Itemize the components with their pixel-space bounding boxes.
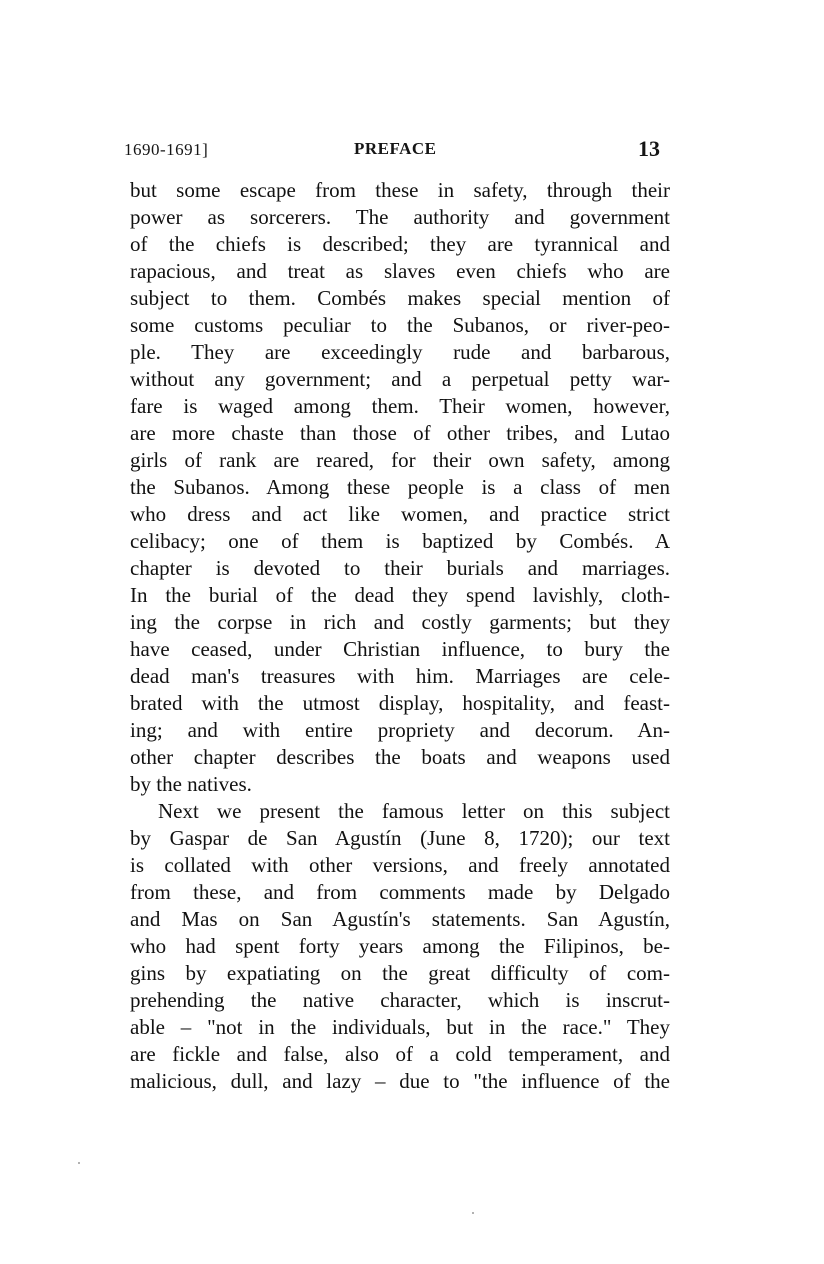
text-line: ing; and with entire propriety and decorum. An- — [130, 718, 670, 742]
text-line: are fickle and false, also of a cold temperament, and — [130, 1042, 670, 1066]
text-line: and Mas on San Agustín's statements. San Agustín, — [130, 907, 670, 931]
text-line: malicious, dull, and lazy – due to "the influence of the — [130, 1069, 670, 1093]
text-line: subject to them. Combés makes special mention of — [130, 286, 670, 310]
text-line: by Gaspar de San Agustín (June 8, 1720); our text — [130, 826, 670, 850]
text-line: chapter is devoted to their burials and marriages. — [130, 556, 670, 580]
text-line: who dress and act like women, and practice strict — [130, 502, 670, 526]
text-line: able – "not in the individuals, but in the race." They — [130, 1015, 670, 1039]
scan-speck — [472, 1212, 474, 1214]
text-line: In the burial of the dead they spend lavishly, cloth- — [130, 583, 670, 607]
text-line: the Subanos. Among these people is a class of men — [130, 475, 670, 499]
text-line: have ceased, under Christian influence, to bury the — [130, 637, 670, 661]
text-line: gins by expatiating on the great difficulty of com- — [130, 961, 670, 985]
text-line: power as sorcerers. The authority and government — [130, 205, 670, 229]
text-line: fare is waged among them. Their women, however, — [130, 394, 670, 418]
text-line: ple. They are exceedingly rude and barbarous, — [130, 340, 670, 364]
text-line: from these, and from comments made by Delgado — [130, 880, 670, 904]
page-number: 13 — [638, 136, 660, 161]
body-text — [130, 177, 670, 1095]
scan-speck — [78, 1162, 80, 1164]
text-line: dead man's treasures with him. Marriages are cele- — [130, 664, 670, 688]
text-line: other chapter describes the boats and weapons used — [130, 745, 670, 769]
text-line: celibacy; one of them is baptized by Combés. A — [130, 529, 670, 553]
paragraph-first-line: Next we present the famous letter on this subject — [158, 799, 670, 823]
text-line: ing the corpse in rich and costly garments; but they — [130, 610, 670, 634]
text-line: some customs peculiar to the Subanos, or river-peo- — [130, 313, 670, 337]
text-line: brated with the utmost display, hospitality, and feast- — [130, 691, 670, 715]
text-line: are more chaste than those of other tribes, and Lutao — [130, 421, 670, 445]
text-line: but some escape from these in safety, through their — [130, 178, 670, 202]
running-head — [124, 136, 660, 164]
text-line: girls of rank are reared, for their own safety, among — [130, 448, 670, 472]
text-line: is collated with other versions, and freely annotated — [130, 853, 670, 877]
text-line: prehending the native character, which is inscrut- — [130, 988, 670, 1012]
text-line: of the chiefs is described; they are tyrannical and — [130, 232, 670, 256]
text-line: without any government; and a perpetual petty war- — [130, 367, 670, 391]
section-title: PREFACE — [354, 139, 437, 158]
page-date-range: 1690-1691] — [124, 140, 209, 159]
text-line: rapacious, and treat as slaves even chiefs who are — [130, 259, 670, 283]
paragraph-end-line: by the natives. — [130, 772, 252, 796]
text-line: who had spent forty years among the Filipinos, be- — [130, 934, 670, 958]
